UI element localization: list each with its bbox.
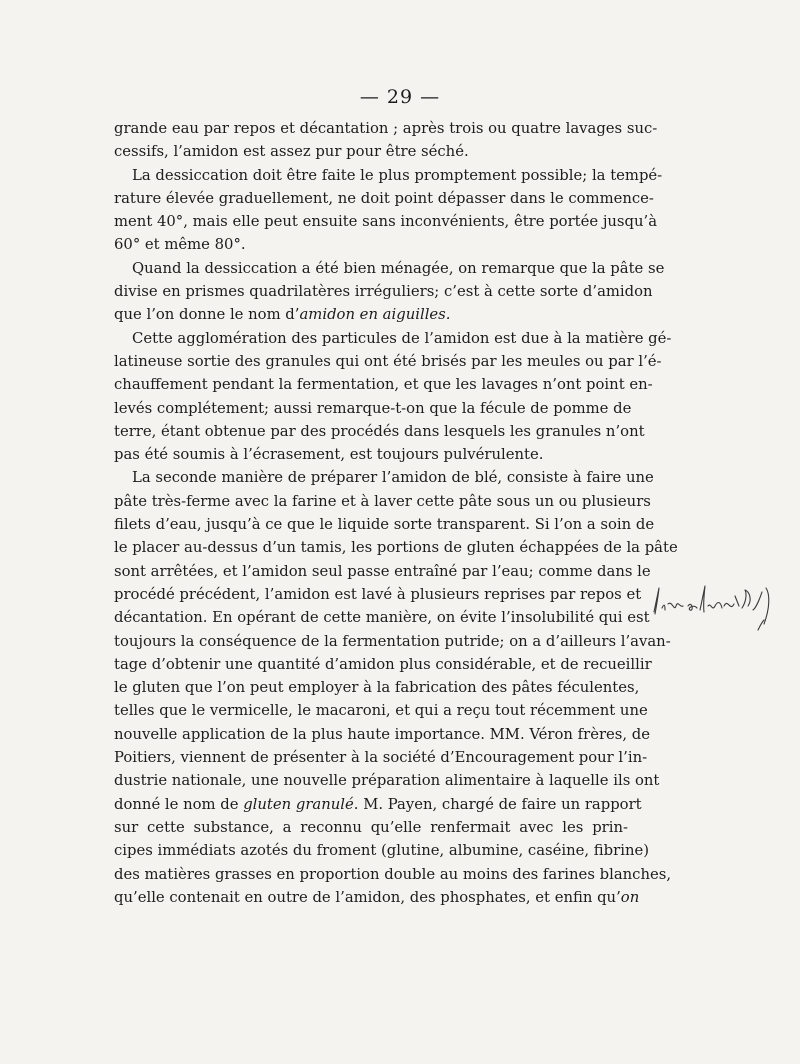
text-line: ment 40°, mais elle peut ensuite sans inconvénients, être portée jusqu’à [114, 213, 658, 231]
text-line: grande eau par repos et décantation ; après trois ou quatre lavages suc- [114, 120, 658, 137]
text-line: nouvelle application de la plus haute importance. MM. Véron frères, de [114, 725, 651, 743]
italic-term: on [620, 888, 640, 906]
text-line: le placer au-dessus d’un tamis, les portions de gluten échappées de la pâte [114, 539, 678, 557]
text-segment: donné le nom de [114, 795, 244, 813]
text-line: divise en prismes quadrilatères irréguliers; c’est à cette sorte d’amidon [114, 283, 653, 301]
text-line [114, 793, 642, 816]
text-segment: . M. Payen, chargé de faire un rapport [353, 795, 642, 813]
text-line: tage d’obtenir une quantité d’amidon plus considérable, et de recueillir [114, 655, 652, 673]
text-line: 60° et même 80°. [114, 236, 246, 254]
text-line: des matières grasses en proportion double au moins des farines blanches, [114, 865, 672, 883]
text-line: pâte très-ferme avec la farine et à laver cette pâte sous un ou plusieurs [114, 492, 651, 510]
text-line: Cette agglomération des particules de l’amidon est due à la matière gé- [132, 329, 672, 347]
page-number: — 29 — [359, 86, 441, 108]
text-segment: qu’elle contenait en outre de l’amidon, des phosphates, et enfin qu’ [114, 888, 621, 906]
text-line [114, 303, 628, 326]
text-line: décantation. En opérant de cette manière, on évite l’insolubilité qui est [114, 609, 650, 627]
italic-term: gluten granulé [243, 795, 354, 813]
text-line: dustrie nationale, une nouvelle préparation alimentaire à laquelle ils ont [114, 772, 660, 790]
text-line: levés complétement; aussi remarque-t-on que la fécule de pomme de [114, 399, 632, 417]
text-line: toujours la conséquence de la fermentation putride; on a d’ailleurs l’avan- [114, 632, 671, 650]
text-line: procédé précédent, l’amidon est lavé à plusieurs reprises par repos et [114, 585, 642, 603]
text-line: chauffement pendant la fermentation, et que les lavages n’ont point en- [114, 376, 653, 394]
text-line: sont arrêtées, et l’amidon seul passe entraîné par l’eau; comme dans le [114, 562, 651, 580]
text-line: Quand la dessiccation a été bien ménagée, on remarque que la pâte se [132, 259, 665, 277]
handwritten-margin-note [650, 578, 780, 638]
text-line [114, 886, 640, 909]
text-line: cipes immédiats azotés du froment (glutine, albumine, caséine, fibrine) [114, 842, 650, 860]
text-line: telles que le vermicelle, le macaroni, et qui a reçu tout récemment une [114, 702, 648, 720]
text-line: terre, étant obtenue par des procédés dans lesquels les granules n’ont [114, 422, 645, 440]
text-line: Poitiers, viennent de présenter à la société d’Encouragement pour l’in- [114, 749, 648, 767]
italic-term: amidon en aiguilles. [299, 306, 451, 324]
text-line: le gluten que l’on peut employer à la fabrication des pâtes féculentes, [114, 679, 640, 697]
text-line: La dessiccation doit être faite le plus promptement possible; la tempé- [132, 166, 663, 184]
text-line: La seconde manière de préparer l’amidon de blé, consiste à faire une [132, 469, 654, 487]
text-line: filets d’eau, jusqu’à ce que le liquide sorte transparent. Si l’on a soin de [114, 516, 655, 534]
text-line: rature élevée graduellement, ne doit point dépasser dans le commence- [114, 189, 654, 207]
text-segment: que l’on donne le nom d’ [114, 306, 300, 324]
text-line: pas été soumis à l’écrasement, est toujours pulvérulente. [114, 446, 544, 464]
handwritten-note-drawing [650, 578, 780, 638]
body-text [114, 117, 678, 909]
text-line: cessifs, l’amidon est assez pur pour être séché. [114, 143, 469, 161]
text-line: latineuse sortie des granules qui ont été brisés par les meules ou par l’é- [114, 352, 662, 370]
text-line: sur cette substance, a reconnu qu’elle renfermait avec les prin- [114, 818, 628, 836]
